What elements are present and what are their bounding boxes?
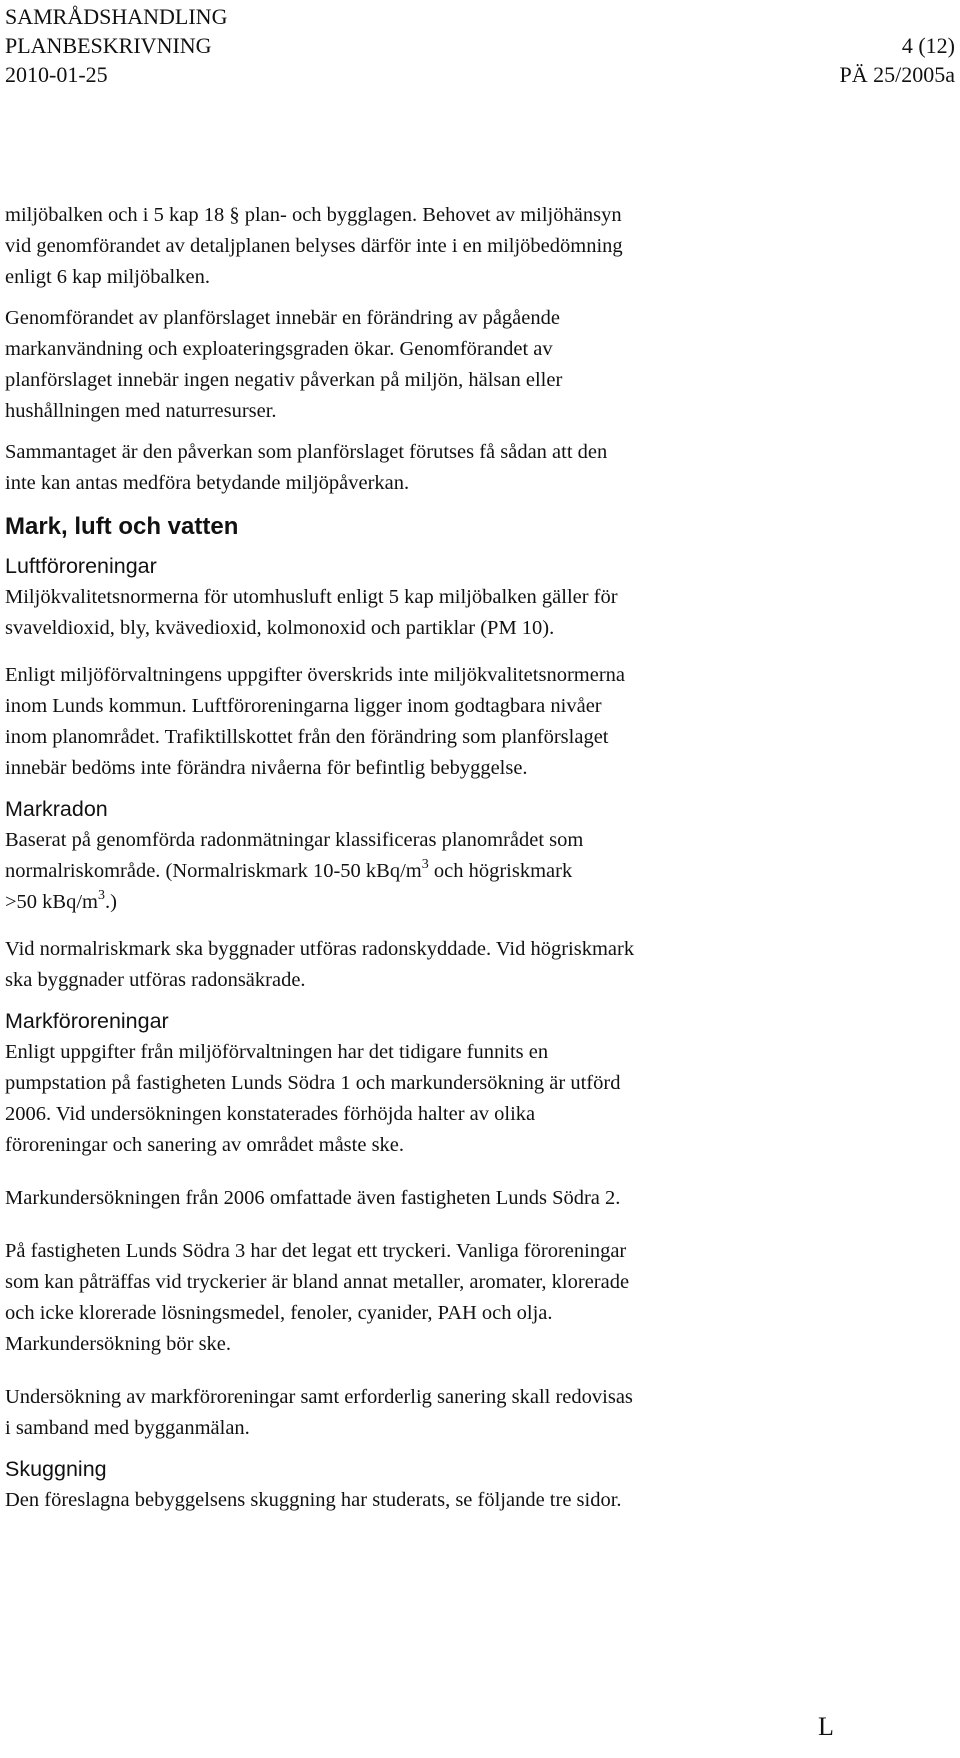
header-row-2: [5, 31, 955, 60]
paragraph-tryckeri: På fastigheten Lunds Södra 3 har det legat ett tryckeri. Vanliga föroreningar som kan påträffas vid tryckerier är bland annat metaller, aromater, klorerade och icke klorerade lösningsmedel, fenoler, cyanider, PAH och olja. Markundersökning bör ske.: [5, 1240, 630, 1355]
page-header: [5, 2, 955, 89]
radon-text-part-2: och högriskmark >50 kBq/m: [5, 860, 573, 913]
radon-text-part-1: Baserat på genomförda radonmätningar klassificeras planområdet som normalriskområde. (Normalriskmark 10-50 kBq/m: [5, 829, 584, 882]
document-body: [5, 200, 955, 1516]
document-reference: PÄ 25/2005a: [839, 62, 955, 87]
paragraph-genomforandet: Genomförandet av planförslaget innebär en förändring av pågående markanvändning och exploateringsgraden ökar. Genomförandet av planförslaget innebär ingen negativ påverkan på miljön, hälsan eller hushållningen med naturresurser.: [5, 307, 563, 422]
subheading-markradon: Markradon: [5, 797, 108, 821]
paragraph-normalriskmark: Vid normalriskmark ska byggnader utföras radonskyddade. Vid högriskmark ska byggnader utföras radonsäkrade.: [5, 938, 635, 991]
paragraph-sanering: Undersökning av markföroreningar samt erforderlig sanering skall redovisas i samband med bygganmälan.: [5, 1386, 633, 1439]
document-date: 2010-01-25: [5, 62, 108, 87]
radon-superscript-2: 3: [98, 888, 106, 903]
document-type: PLANBESKRIVNING: [5, 33, 212, 58]
paragraph-sammantaget: Sammantaget är den påverkan som planförslaget förutses få sådan att den inte kan antas medföra betydande miljöpåverkan.: [5, 441, 608, 494]
paragraph-markundersokningen: Markundersökningen från 2006 omfattade även fastigheten Lunds Södra 2.: [5, 1187, 621, 1209]
paragraph-miljokvalitetsnormer: Miljökvalitetsnormerna för utomhusluft enligt 5 kap miljöbalken gäller för svaveldioxid, bly, kvävedioxid, kolmonoxid och partiklar (PM 10).: [5, 586, 618, 639]
paragraph-miljobalken: miljöbalken och i 5 kap 18 § plan- och bygglagen. Behovet av miljöhänsyn vid genomförandet av detaljplanen belyses därför inte i en miljöbedömning enligt 6 kap miljöbalken.: [5, 204, 623, 288]
radon-superscript-1: 3: [421, 857, 429, 872]
paragraph-pumpstation: Enligt uppgifter från miljöförvaltningen har det tidigare funnits en pumpstation på fastigheten Lunds Södra 1 och markundersökning är utförd 2006. Vid undersökningen konstaterades förhöjda halter av olika föroreningar och sanering av området måste ske.: [5, 1041, 621, 1156]
paragraph-miljoforvaltningen: Enligt miljöförvaltningens uppgifter överskrids inte miljökvalitetsnormerna inom Lunds kommun. Luftföroreningarna ligger inom godtagbara nivåer inom planområdet. Trafiktillskottet från den förändring som planförslaget innebär bedöms inte förändra nivåerna för befintlig bebyggelse.: [5, 664, 626, 779]
subheading-skuggning: Skuggning: [5, 1457, 107, 1481]
page-number: 4 (12): [901, 33, 955, 58]
section-heading-mark-luft-vatten: Mark, luft och vatten: [5, 513, 239, 540]
paragraph-radonmatningar: [5, 825, 955, 918]
header-row-3: [5, 60, 955, 89]
footer-mark: L: [818, 1712, 834, 1741]
document-status: SAMRÅDSHANDLING: [5, 4, 228, 29]
subheading-luftfororeningar: Luftföroreningar: [5, 554, 157, 578]
paragraph-skuggning: Den föreslagna bebyggelsens skuggning har studerats, se följande tre sidor.: [5, 1489, 622, 1511]
subheading-markfororeningar: Markföroreningar: [5, 1009, 169, 1033]
radon-text-part-3: .): [105, 891, 117, 913]
header-row-1: [5, 2, 955, 31]
